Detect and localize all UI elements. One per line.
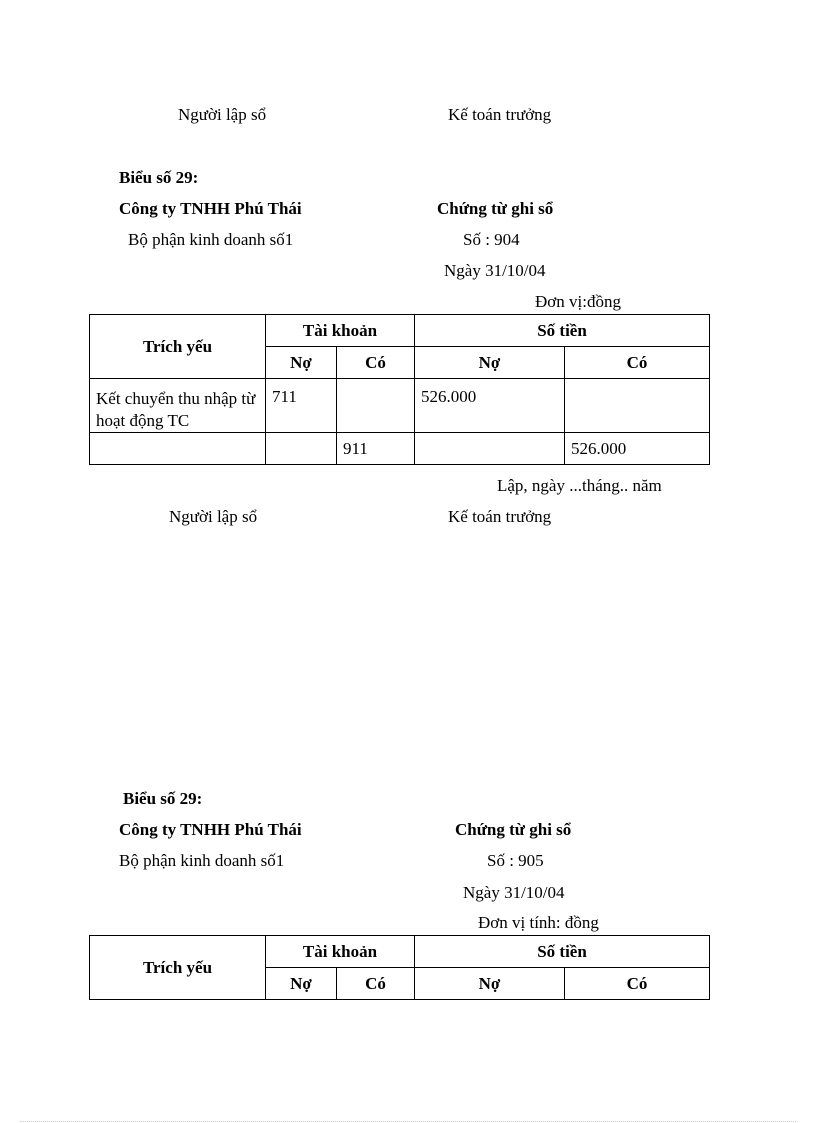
header-account-debit: Nợ	[266, 968, 337, 1000]
table-row	[90, 433, 710, 465]
cell-amount-debit	[415, 433, 565, 465]
top-chief-accountant-label: Kế toán trưởng	[448, 105, 552, 124]
company-name: Công ty TNHH Phú Thái	[119, 820, 302, 839]
currency-unit: Đơn vị:đồng	[535, 292, 621, 311]
voucher-date: Ngày 31/10/04	[463, 883, 565, 902]
cell-summary: Kết chuyển thu nhập từ hoạt động TC	[90, 379, 266, 433]
table-row	[90, 379, 710, 433]
document-title: Chứng từ ghi sổ	[437, 199, 554, 218]
header-account: Tài khoản	[266, 315, 415, 347]
currency-unit: Đơn vị tính: đồng	[478, 913, 599, 932]
header-account-credit: Có	[337, 347, 415, 379]
header-amount-debit: Nợ	[415, 968, 565, 1000]
header-account-credit: Có	[337, 968, 415, 1000]
header-amount: Số tiền	[415, 936, 710, 968]
header-summary: Trích yếu	[90, 936, 266, 1000]
cell-account-credit: 911	[337, 433, 415, 465]
place-date-line: Lập, ngày ...tháng.. năm	[497, 476, 662, 495]
header-amount-debit: Nợ	[415, 347, 565, 379]
cell-amount-debit: 526.000	[415, 379, 565, 433]
cell-summary	[90, 433, 266, 465]
cell-account-credit	[337, 379, 415, 433]
voucher-number: Số : 905	[487, 851, 544, 870]
header-summary: Trích yếu	[90, 315, 266, 379]
cell-amount-credit: 526.000	[565, 433, 710, 465]
voucher-date: Ngày 31/10/04	[444, 261, 546, 280]
form-number: Biểu số 29:	[123, 789, 203, 808]
header-amount-credit: Có	[565, 968, 710, 1000]
chief-accountant-label: Kế toán trưởng	[448, 507, 552, 526]
top-preparer-label: Người lập sổ	[178, 105, 267, 124]
header-account-debit: Nợ	[266, 347, 337, 379]
voucher-table	[89, 935, 710, 1000]
cell-amount-credit	[565, 379, 710, 433]
department-name: Bộ phận kinh doanh số1	[119, 851, 285, 870]
form-number: Biểu số 29:	[119, 168, 199, 187]
voucher-number: Số : 904	[463, 230, 520, 249]
department-name: Bộ phận kinh doanh số1	[128, 230, 294, 249]
document-title: Chứng từ ghi sổ	[455, 820, 572, 839]
page-edge-divider	[20, 1121, 796, 1122]
header-amount-credit: Có	[565, 347, 710, 379]
cell-account-debit	[266, 433, 337, 465]
header-account: Tài khoản	[266, 936, 415, 968]
cell-account-debit: 711	[266, 379, 337, 433]
preparer-label: Người lập sổ	[169, 507, 258, 526]
voucher-table	[89, 314, 710, 465]
header-amount: Số tiền	[415, 315, 710, 347]
company-name: Công ty TNHH Phú Thái	[119, 199, 302, 218]
